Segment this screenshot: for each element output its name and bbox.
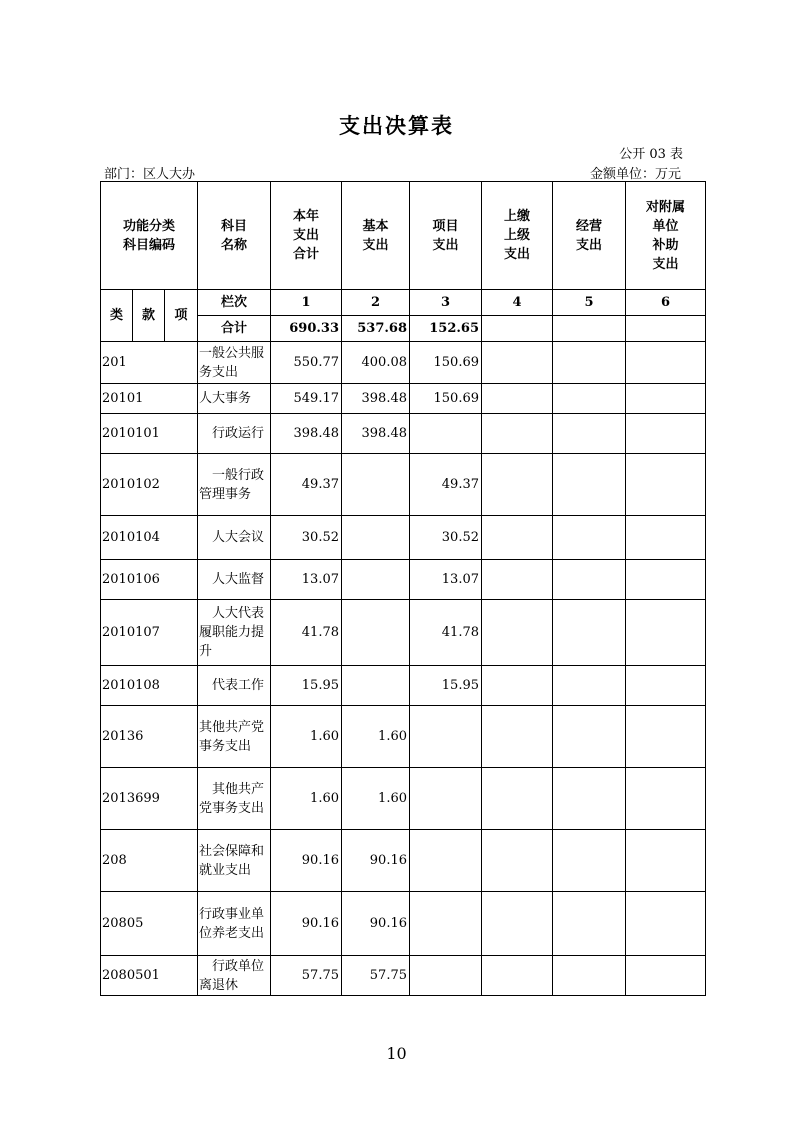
header-project: 项目 支出 bbox=[410, 182, 482, 290]
header-lei: 类 bbox=[101, 290, 133, 342]
row-code: 2010102 bbox=[101, 454, 198, 516]
empty-cell bbox=[553, 600, 626, 666]
empty-cell bbox=[482, 830, 553, 892]
header-subject-name: 科目 名称 bbox=[198, 182, 271, 290]
empty-cell bbox=[626, 316, 706, 342]
table-row bbox=[101, 956, 706, 996]
header-total: 本年 支出 合计 bbox=[271, 182, 342, 290]
empty-cell bbox=[482, 892, 553, 956]
total-label: 合计 bbox=[198, 316, 271, 342]
row-name: 一般行政管理事务 bbox=[198, 454, 271, 516]
header-row bbox=[101, 182, 706, 290]
row-basic: 1.60 bbox=[342, 768, 410, 830]
row-total: 90.16 bbox=[271, 892, 342, 956]
header-lanci: 栏次 bbox=[198, 290, 271, 316]
form-number: 公开 03 表 bbox=[619, 147, 683, 162]
header-subsidiary: 对附属 单位 补助 支出 bbox=[626, 182, 706, 290]
table-row bbox=[101, 342, 706, 384]
empty-cell bbox=[626, 892, 706, 956]
row-name: 行政单位离退休 bbox=[198, 956, 271, 996]
empty-cell bbox=[626, 956, 706, 996]
row-name: 代表工作 bbox=[198, 666, 271, 706]
row-code: 2010101 bbox=[101, 414, 198, 454]
row-project: 41.78 bbox=[410, 600, 482, 666]
row-name: 行政运行 bbox=[198, 414, 271, 454]
expenditure-table bbox=[100, 181, 706, 996]
row-total: 549.17 bbox=[271, 384, 342, 414]
empty-cell bbox=[482, 316, 553, 342]
page-number: 10 bbox=[386, 1044, 407, 1063]
row-basic: 398.48 bbox=[342, 414, 410, 454]
amount-unit-label: 金额单位：万元 bbox=[589, 167, 681, 182]
header-kuan: 款 bbox=[133, 290, 165, 342]
row-project: 150.69 bbox=[410, 342, 482, 384]
empty-cell bbox=[553, 706, 626, 768]
row-name: 一般公共服务支出 bbox=[198, 342, 271, 384]
row-code: 20805 bbox=[101, 892, 198, 956]
empty-cell bbox=[626, 600, 706, 666]
row-name: 人大监督 bbox=[198, 560, 271, 600]
row-basic bbox=[342, 600, 410, 666]
row-total: 550.77 bbox=[271, 342, 342, 384]
row-name: 行政事业单位养老支出 bbox=[198, 892, 271, 956]
row-total: 41.78 bbox=[271, 600, 342, 666]
empty-cell bbox=[626, 666, 706, 706]
row-total: 1.60 bbox=[271, 768, 342, 830]
row-project: 49.37 bbox=[410, 454, 482, 516]
row-basic: 57.75 bbox=[342, 956, 410, 996]
empty-cell bbox=[482, 454, 553, 516]
empty-cell bbox=[553, 666, 626, 706]
row-code: 2010104 bbox=[101, 516, 198, 560]
table-row bbox=[101, 414, 706, 454]
row-code: 2010106 bbox=[101, 560, 198, 600]
table-row bbox=[101, 892, 706, 956]
row-name: 人大代表履职能力提升 bbox=[198, 600, 271, 666]
row-project bbox=[410, 768, 482, 830]
row-code: 20136 bbox=[101, 706, 198, 768]
index-row bbox=[101, 290, 706, 316]
row-total: 57.75 bbox=[271, 956, 342, 996]
empty-cell bbox=[626, 560, 706, 600]
empty-cell bbox=[553, 316, 626, 342]
empty-cell bbox=[626, 342, 706, 384]
table-row bbox=[101, 706, 706, 768]
row-basic bbox=[342, 560, 410, 600]
empty-cell bbox=[482, 600, 553, 666]
row-total: 30.52 bbox=[271, 516, 342, 560]
row-basic bbox=[342, 666, 410, 706]
row-total: 49.37 bbox=[271, 454, 342, 516]
row-code: 2010108 bbox=[101, 666, 198, 706]
empty-cell bbox=[553, 342, 626, 384]
row-name: 人大会议 bbox=[198, 516, 271, 560]
row-basic: 90.16 bbox=[342, 830, 410, 892]
row-basic bbox=[342, 516, 410, 560]
empty-cell bbox=[482, 956, 553, 996]
row-project: 13.07 bbox=[410, 560, 482, 600]
empty-cell bbox=[553, 560, 626, 600]
empty-cell bbox=[553, 454, 626, 516]
row-code: 20101 bbox=[101, 384, 198, 414]
table-row bbox=[101, 384, 706, 414]
row-name: 社会保障和就业支出 bbox=[198, 830, 271, 892]
row-code: 2013699 bbox=[101, 768, 198, 830]
empty-cell bbox=[482, 768, 553, 830]
empty-cell bbox=[482, 666, 553, 706]
empty-cell bbox=[482, 560, 553, 600]
col-index: 4 bbox=[482, 290, 553, 316]
empty-cell bbox=[553, 414, 626, 454]
empty-cell bbox=[553, 384, 626, 414]
row-total: 15.95 bbox=[271, 666, 342, 706]
row-project: 30.52 bbox=[410, 516, 482, 560]
row-code: 2080501 bbox=[101, 956, 198, 996]
empty-cell bbox=[553, 516, 626, 560]
col-index: 2 bbox=[342, 290, 410, 316]
empty-cell bbox=[626, 516, 706, 560]
header-basic: 基本 支出 bbox=[342, 182, 410, 290]
row-name: 其他共产党事务支出 bbox=[198, 768, 271, 830]
row-project bbox=[410, 956, 482, 996]
empty-cell bbox=[482, 414, 553, 454]
row-total: 13.07 bbox=[271, 560, 342, 600]
row-project bbox=[410, 706, 482, 768]
header-upper: 上缴 上级 支出 bbox=[482, 182, 553, 290]
row-code: 208 bbox=[101, 830, 198, 892]
header-business: 经营 支出 bbox=[553, 182, 626, 290]
row-total: 1.60 bbox=[271, 706, 342, 768]
row-total: 90.16 bbox=[271, 830, 342, 892]
row-project bbox=[410, 414, 482, 454]
row-project: 150.69 bbox=[410, 384, 482, 414]
empty-cell bbox=[482, 706, 553, 768]
row-code: 2010107 bbox=[101, 600, 198, 666]
header-xiang: 项 bbox=[165, 290, 198, 342]
row-basic bbox=[342, 454, 410, 516]
empty-cell bbox=[626, 706, 706, 768]
empty-cell bbox=[626, 414, 706, 454]
col-index: 3 bbox=[410, 290, 482, 316]
row-project bbox=[410, 830, 482, 892]
col-index: 5 bbox=[553, 290, 626, 316]
col-index: 6 bbox=[626, 290, 706, 316]
table-row bbox=[101, 600, 706, 666]
col-index: 1 bbox=[271, 290, 342, 316]
row-total: 398.48 bbox=[271, 414, 342, 454]
table-row bbox=[101, 454, 706, 516]
empty-cell bbox=[482, 516, 553, 560]
empty-cell bbox=[553, 830, 626, 892]
row-code: 201 bbox=[101, 342, 198, 384]
table-row bbox=[101, 830, 706, 892]
empty-cell bbox=[553, 768, 626, 830]
empty-cell bbox=[626, 454, 706, 516]
department-label: 部门：区人大办 bbox=[104, 167, 196, 182]
row-project bbox=[410, 892, 482, 956]
empty-cell bbox=[626, 768, 706, 830]
table-row bbox=[101, 516, 706, 560]
total-basic: 537.68 bbox=[342, 316, 410, 342]
empty-cell bbox=[626, 384, 706, 414]
total-project: 152.65 bbox=[410, 316, 482, 342]
page-title: 支出决算表 bbox=[339, 113, 454, 138]
row-name: 人大事务 bbox=[198, 384, 271, 414]
row-project: 15.95 bbox=[410, 666, 482, 706]
row-basic: 90.16 bbox=[342, 892, 410, 956]
header-func-code: 功能分类 科目编码 bbox=[101, 182, 198, 290]
empty-cell bbox=[482, 384, 553, 414]
empty-cell bbox=[482, 342, 553, 384]
table-row bbox=[101, 560, 706, 600]
empty-cell bbox=[553, 956, 626, 996]
row-name: 其他共产党事务支出 bbox=[198, 706, 271, 768]
empty-cell bbox=[553, 892, 626, 956]
table-row bbox=[101, 768, 706, 830]
empty-cell bbox=[626, 830, 706, 892]
row-basic: 1.60 bbox=[342, 706, 410, 768]
row-basic: 400.08 bbox=[342, 342, 410, 384]
total-amount: 690.33 bbox=[271, 316, 342, 342]
table-row bbox=[101, 666, 706, 706]
row-basic: 398.48 bbox=[342, 384, 410, 414]
